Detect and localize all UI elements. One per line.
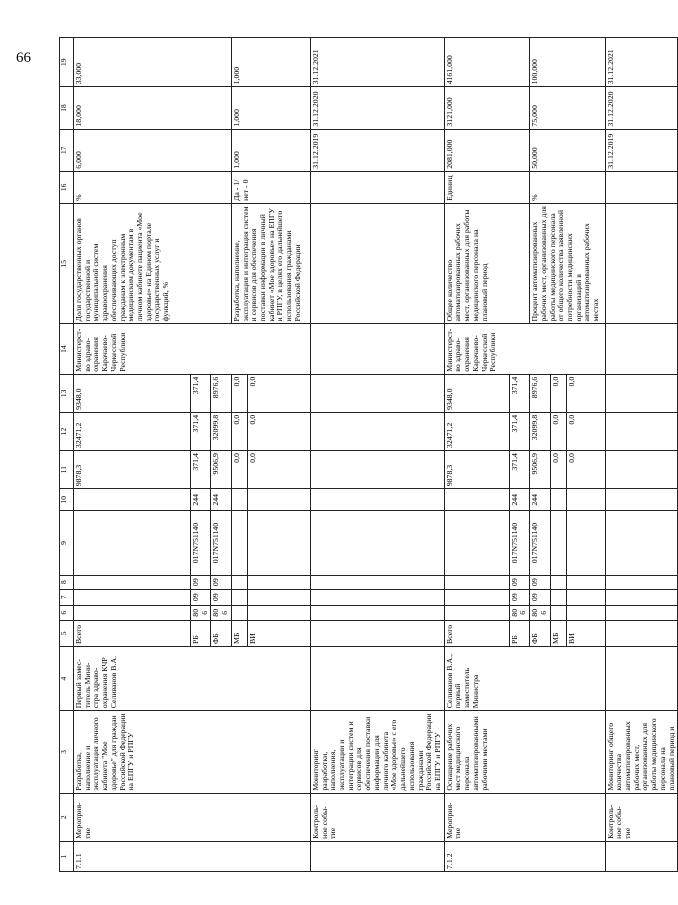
col-num: 16 <box>60 171 74 203</box>
col-num: 3 <box>60 711 74 793</box>
funding-value: 0,0 <box>566 412 605 450</box>
page-number: 66 <box>16 50 31 66</box>
funding-source: ФБ <box>530 620 550 646</box>
funding-code: 806 <box>509 605 529 620</box>
col-num: 14 <box>60 324 74 374</box>
col-num: 19 <box>60 38 74 87</box>
event-number: 7.1.2 <box>444 841 605 871</box>
event-executor: Министерст-во здраво-охранения Карачаево-Черкесской Республики <box>444 324 605 374</box>
total-value: 32471,2 <box>74 412 191 450</box>
funding-value: 32099,8 <box>530 412 550 450</box>
event-row <box>74 38 191 872</box>
funding-value: 8976,6 <box>211 374 231 412</box>
indicator-value: 1,000 <box>231 129 310 171</box>
funding-code: 09 <box>509 589 529 605</box>
funding-value: 371,4 <box>191 451 211 489</box>
column-number-row <box>60 38 74 872</box>
funding-value: 0,0 <box>231 451 247 489</box>
col-num: 15 <box>60 203 74 324</box>
funding-value: 371,4 <box>509 451 529 489</box>
event-name: Оснащение рабочих мест медицинского персонала автоматизированными рабочими местами <box>444 711 605 793</box>
col-num: 8 <box>60 575 74 589</box>
funding-code: 09 <box>509 575 529 589</box>
indicator-unit: % <box>530 171 605 203</box>
control-date: 31.12.2019 <box>310 129 444 171</box>
funding-source: РБ <box>509 620 529 646</box>
funding-code: 09 <box>530 575 550 589</box>
funding-value: 0,0 <box>566 451 605 489</box>
col-num: 4 <box>60 646 74 710</box>
indicator-value: 50,000 <box>530 129 605 171</box>
funding-code: 017N751140 <box>191 511 211 575</box>
indicator-text: Разработка, наполнение, эксплуатация и интеграция систем и сервисов для обеспечения поставки информации в личный кабинет «Мое здоровье» на ЕПГУ и РПГУ, в целях его дальнейшего использования гражданами Российской Федерации <box>231 203 310 324</box>
funding-value: 8976,6 <box>530 374 550 412</box>
funding-value: 0,0 <box>566 374 605 412</box>
col-num: 13 <box>60 374 74 412</box>
indicator-value: 33,000 <box>74 38 232 87</box>
indicator-value: 75,000 <box>530 87 605 129</box>
indicator-value: 4161,000 <box>444 38 529 87</box>
control-event-row <box>310 38 444 872</box>
col-num: 1 <box>60 841 74 871</box>
col-num: 7 <box>60 589 74 605</box>
event-row <box>444 38 509 872</box>
funding-code: 09 <box>191 589 211 605</box>
funding-code: 806 <box>211 605 231 620</box>
rotated-page <box>16 37 676 872</box>
funding-code: 244 <box>509 489 529 511</box>
funding-value: 9506,9 <box>530 451 550 489</box>
funding-value: 0,0 <box>231 412 247 450</box>
indicator-text: Общее количество автоматизированных рабочих мест, организованных для работы медицинского персонала на плановый период <box>444 203 529 324</box>
funding-value: 371,4 <box>509 374 529 412</box>
control-date: 31.12.2021 <box>310 38 444 87</box>
total-value: 9878,3 <box>74 451 191 489</box>
col-num: 9 <box>60 511 74 575</box>
total-label: Всего <box>74 620 191 646</box>
event-number: 7.1.1 <box>74 841 311 871</box>
funding-code: 09 <box>211 589 231 605</box>
event-responsible: Селиванов В.А., первый заместитель Министра <box>444 646 605 710</box>
total-value: 9348,0 <box>74 374 191 412</box>
indicator-unit: Да - 1/ нет - 0 <box>231 171 310 203</box>
indicator-value: 1,000 <box>231 38 310 87</box>
control-date: 31.12.2020 <box>605 87 678 129</box>
col-num: 10 <box>60 489 74 511</box>
program-table <box>59 37 678 872</box>
event-responsible: Первый замес-титель Мини-стра здраво-охранения КЧР Селиванов В.А. <box>74 646 311 710</box>
col-num: 11 <box>60 451 74 489</box>
indicator-unit: % <box>74 171 232 203</box>
indicator-value: 2081,000 <box>444 129 529 171</box>
funding-code: 244 <box>211 489 231 511</box>
funding-code: 017N751140 <box>509 511 529 575</box>
indicator-value: 1,000 <box>231 87 310 129</box>
col-num: 5 <box>60 620 74 646</box>
funding-code: 017N751140 <box>530 511 550 575</box>
funding-value: 0,0 <box>231 374 247 412</box>
total-value: 9348,0 <box>444 374 509 412</box>
control-event-name: Мониторинг общего количества автоматизированных рабочих мест, организованных для работы медицинского персонала на плановый период и <box>605 711 678 793</box>
funding-value: 0,0 <box>247 451 310 489</box>
event-executor: Министерст-во здраво-охранения Карачаево-Черкесской Республики <box>74 324 311 374</box>
event-name: Разработка, наполнение и эксплуатация личного кабинета "Мое здоровье" для граждан Российской Федерации на ЕПГУ и РПГУ <box>74 711 311 793</box>
total-label: Всего <box>444 620 509 646</box>
event-type: Мероприя-тие <box>74 793 311 841</box>
indicator-text: Доля государственных органов государственной и муниципальной систем здравоохранения обеспечивающих доступ гражданам к электронным медицинским документам в личном кабинете пациента «Мое здоровье» на Едином портале государственных услуг и функций, % <box>74 203 232 324</box>
funding-source: РБ <box>191 620 211 646</box>
funding-value: 0,0 <box>550 412 566 450</box>
control-date: 31.12.2020 <box>310 87 444 129</box>
col-num: 6 <box>60 605 74 620</box>
funding-code: 244 <box>191 489 211 511</box>
indicator-value: 6,000 <box>74 129 232 171</box>
control-event-name: Мониторинг разработки, наполнения, эксплуатации и интеграции систем и сервисов для обеспечения поставки информации для личного кабинета «Мое здоровье» с его дальнейшего использования гражданами Российской Федерации на ЕПГУ и РПГУ <box>310 711 444 793</box>
indicator-value: 100,000 <box>530 38 605 87</box>
funding-code: 806 <box>530 605 550 620</box>
indicator-text: Процент автоматизированных рабочих мест, организованных для работы медицинского персонала от общего количества заявленной потребности медицинских организаций в автоматизированных рабочих местах <box>530 203 605 324</box>
control-date: 31.12.2021 <box>605 38 678 87</box>
funding-value: 0,0 <box>550 374 566 412</box>
control-event-type: Контроль-ное собы-тие <box>605 793 678 841</box>
funding-source: МБ <box>550 620 566 646</box>
control-date: 31.12.2019 <box>605 129 678 171</box>
event-type: Мероприя-тие <box>444 793 605 841</box>
funding-value: 371,4 <box>509 412 529 450</box>
control-event-row <box>605 38 678 872</box>
col-num: 2 <box>60 793 74 841</box>
funding-source: ФБ <box>211 620 231 646</box>
funding-code: 806 <box>191 605 211 620</box>
indicator-value: 3121,000 <box>444 87 529 129</box>
funding-source: ВИ <box>566 620 605 646</box>
total-value: 32471,2 <box>444 412 509 450</box>
funding-code: 244 <box>530 489 550 511</box>
total-value: 9878,3 <box>444 451 509 489</box>
funding-value: 32099,8 <box>211 412 231 450</box>
funding-code: 017N751140 <box>211 511 231 575</box>
funding-code: 09 <box>191 575 211 589</box>
funding-value: 0,0 <box>247 374 310 412</box>
control-event-type: Контроль-ное собы-тие <box>310 793 444 841</box>
col-num: 12 <box>60 412 74 450</box>
funding-source: МБ <box>231 620 247 646</box>
funding-value: 0,0 <box>247 412 310 450</box>
funding-source: ВИ <box>247 620 310 646</box>
indicator-unit: Единиц <box>444 171 529 203</box>
indicator-value: 18,000 <box>74 87 232 129</box>
funding-code: 09 <box>211 575 231 589</box>
funding-value: 371,4 <box>191 412 211 450</box>
funding-code: 09 <box>530 589 550 605</box>
funding-value: 0,0 <box>550 451 566 489</box>
funding-value: 9506,9 <box>211 451 231 489</box>
funding-value: 371,4 <box>191 374 211 412</box>
col-num: 17 <box>60 129 74 171</box>
col-num: 18 <box>60 87 74 129</box>
